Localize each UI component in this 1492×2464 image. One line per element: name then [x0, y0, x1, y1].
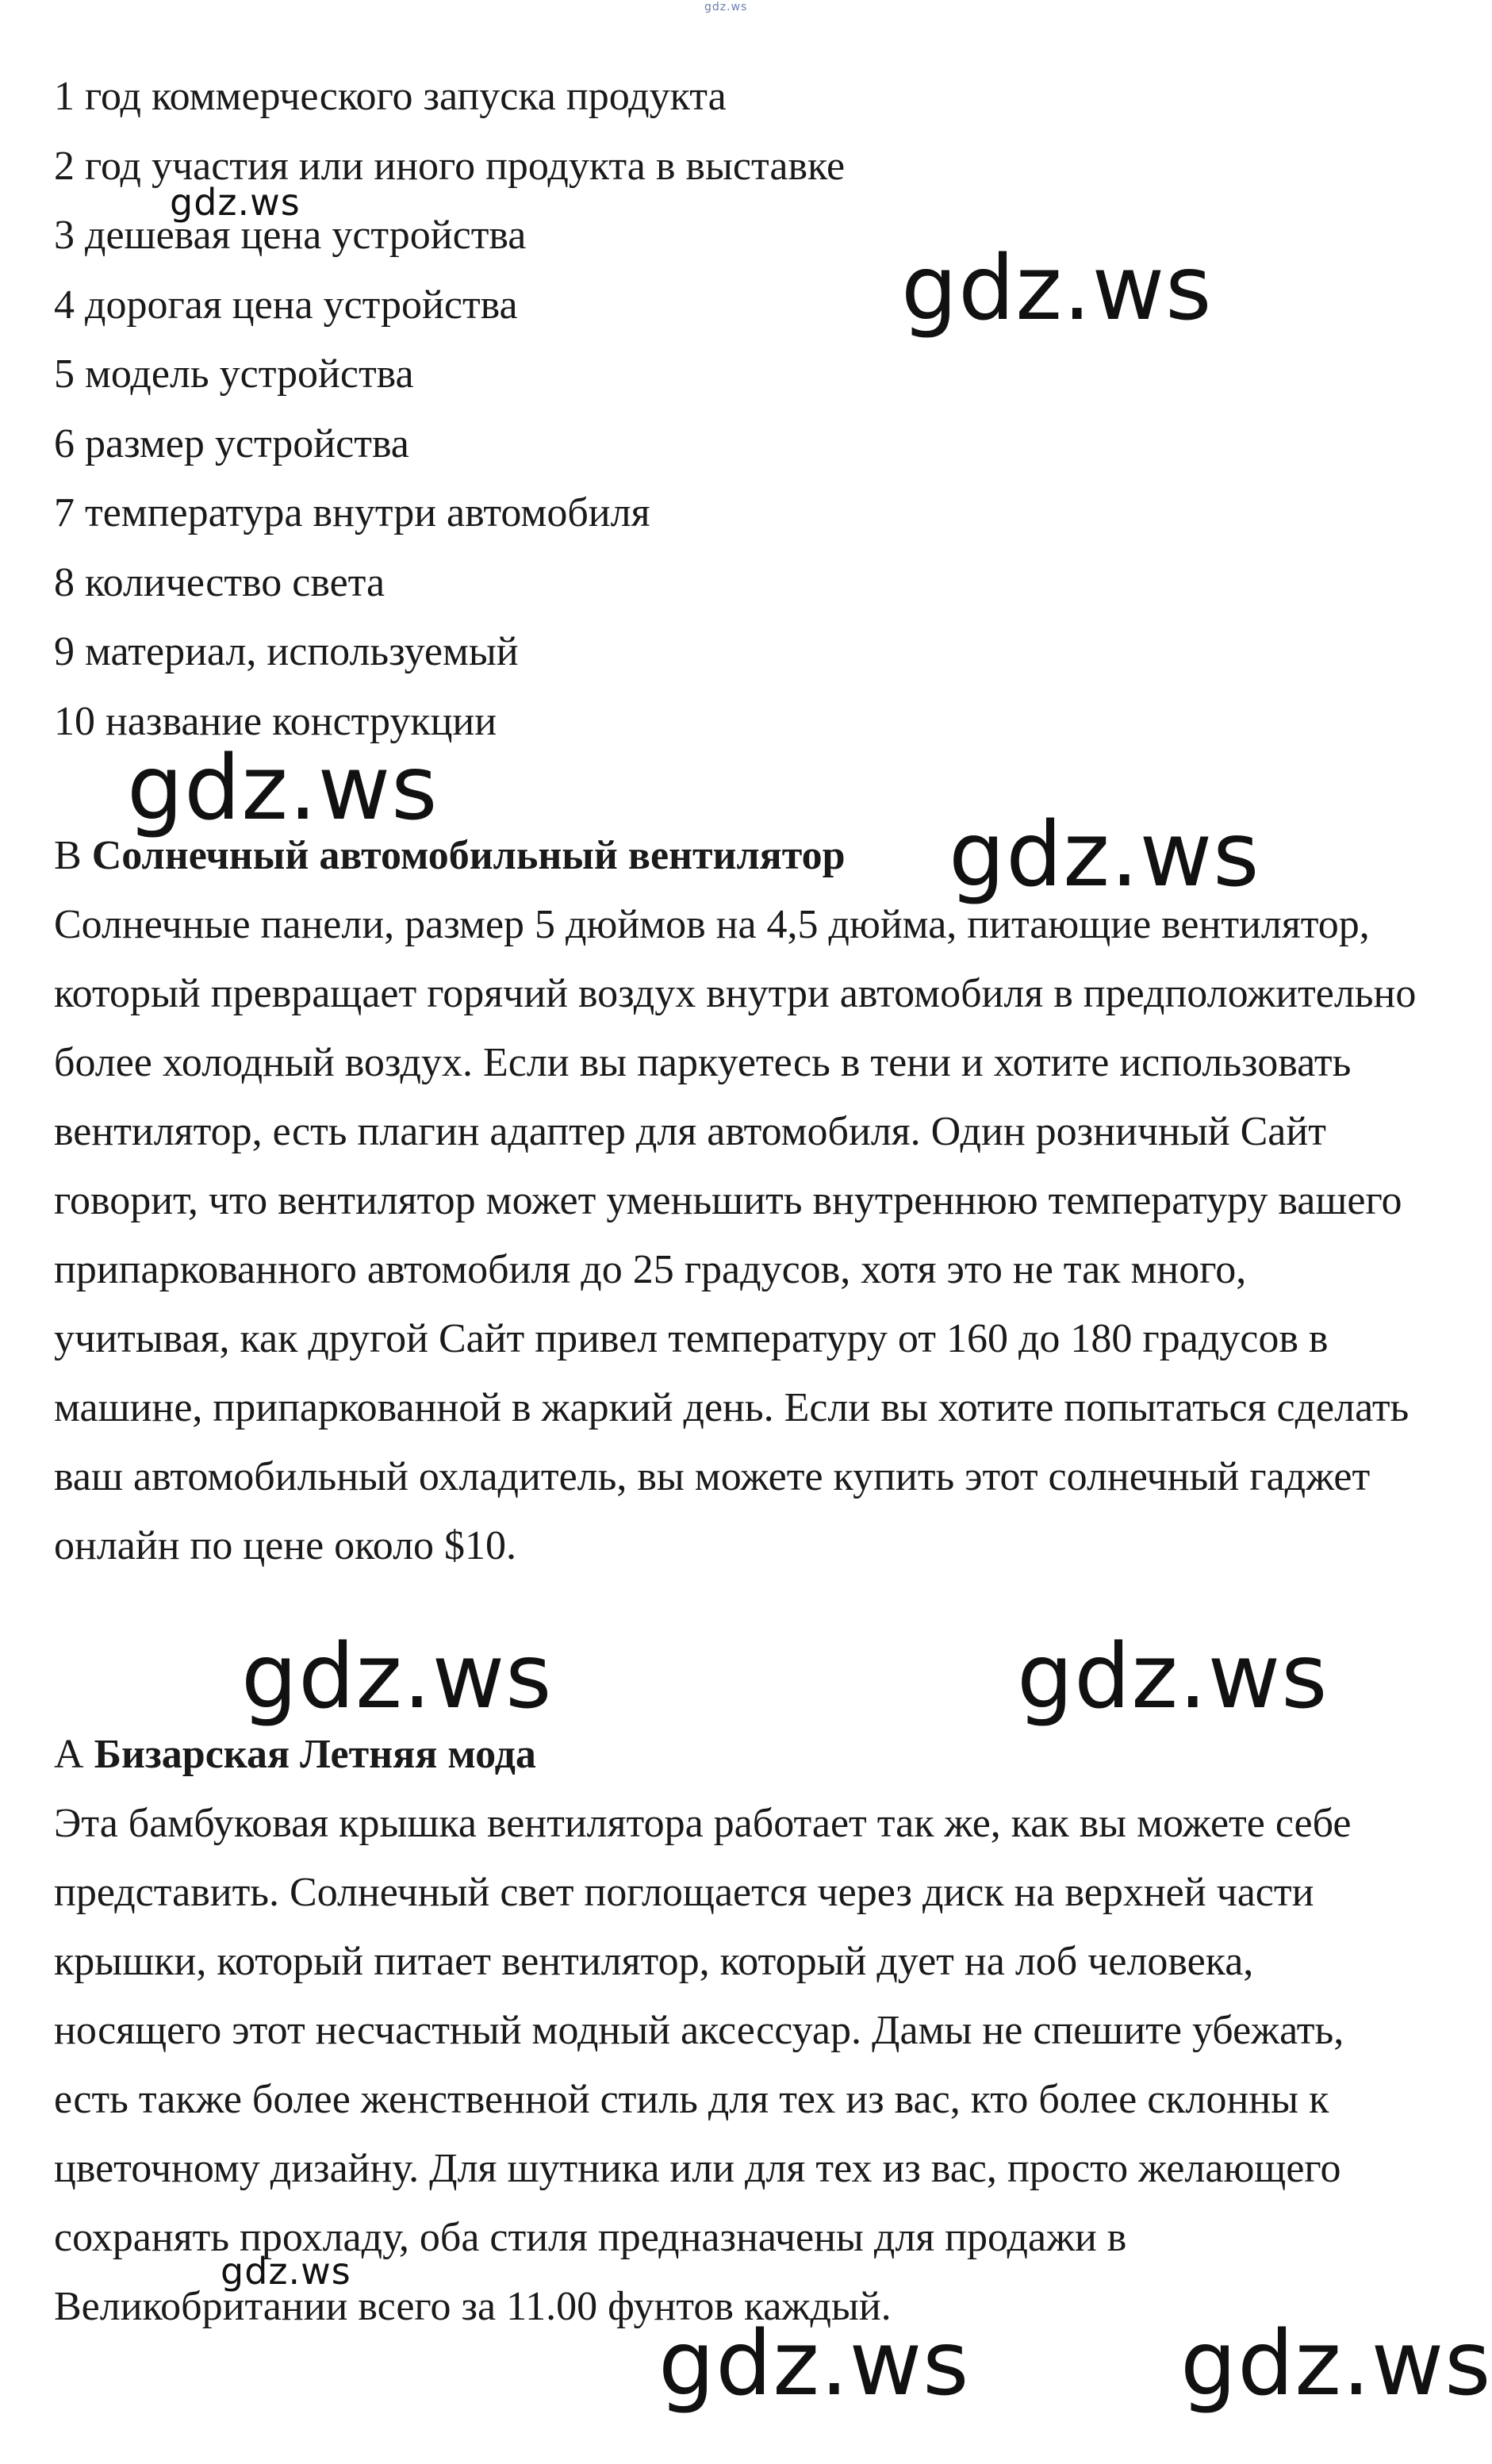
- section-a: [54, 1720, 1418, 2341]
- watermark: gdz.ws: [1017, 1625, 1329, 1729]
- watermark: gdz.ws: [949, 804, 1260, 907]
- section-heading: [54, 1720, 1418, 1789]
- list-item: 2 год участия или иного продукта в выставке: [54, 143, 846, 189]
- watermark: gdz.ws: [241, 1625, 553, 1729]
- list-item: 6 размер устройства: [54, 420, 409, 466]
- watermark: gdz.ws: [127, 737, 439, 840]
- watermark: gdz.ws: [704, 1, 748, 13]
- watermark: gdz.ws: [170, 181, 301, 224]
- list-item: 4 дорогая цена устройства: [54, 282, 518, 328]
- section-text: Эта бамбуковая крышка вентилятора работает так же, как вы можете себе представить. Солнечный свет поглощается через диск на верхней части крышки, который питает вентилятор, который дует на лоб человека, носящего этот несчастный модный аксессуар. Дамы не спешите убежать, есть также более женственной стиль для тех из вас, кто более склонны к цветочному дизайну. Для шутника или для тех из вас, просто желающего сохранять прохладу, оба стиля предназначены для продажи в Великобритании всего за 11.00 фунтов каждый.: [54, 1801, 1352, 2329]
- section-b: [54, 821, 1418, 1580]
- section-text: Солнечные панели, размер 5 дюймов на 4,5 дюйма, питающие вентилятор, который превращает горячий воздух внутри автомобиля в предположительно более холодный воздух. Если вы паркуетесь в тени и хотите использовать вентилятор, есть плагин адаптер для автомобиля. Один розничный Сайт говорит, что вентилятор может уменьшить внутреннюю температуру вашего припаркованного автомобиля до 25 градусов, хотя это не так много, учитывая, как другой Сайт привел температуру от 160 до 180 градусов в машине, припаркованной в жаркий день. Если вы хотите попытаться сделать ваш автомобильный охладитель, вы можете купить этот солнечный гаджет онлайн по цене около $10.: [54, 902, 1417, 1568]
- section-letter: А: [54, 1732, 84, 1777]
- watermark: gdz.ws: [901, 237, 1213, 340]
- list-item: 1 год коммерческого запуска продукта: [54, 74, 727, 119]
- watermark: gdz.ws: [1180, 2312, 1492, 2416]
- watermark: gdz.ws: [221, 2250, 351, 2293]
- list-item: 8 количество света: [54, 559, 385, 605]
- list-item: 7 температура внутри автомобиля: [54, 490, 650, 535]
- list-item: 3 дешевая цена устройства: [54, 213, 527, 258]
- list-item: 5 модель устройства: [54, 351, 414, 397]
- section-title: Бизарская Летняя мода: [94, 1732, 536, 1777]
- list-item: 10 название конструкции: [54, 698, 497, 744]
- section-title: Солнечный автомобильный вентилятор: [91, 833, 846, 878]
- section-letter: В: [54, 833, 82, 878]
- watermark: gdz.ws: [658, 2312, 970, 2416]
- list-item: 9 материал, используемый: [54, 629, 519, 674]
- numbered-list: [54, 62, 1402, 756]
